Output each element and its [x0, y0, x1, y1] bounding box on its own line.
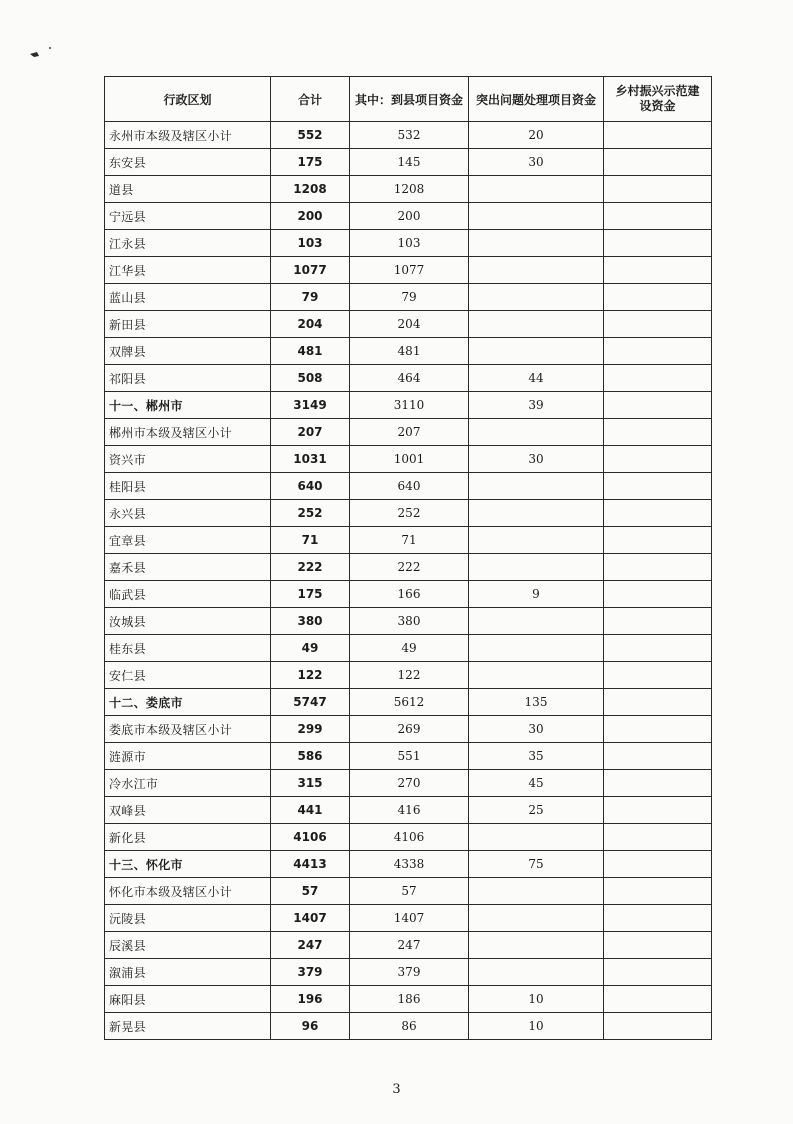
demo-funds-cell [604, 797, 712, 824]
region-cell: 十二、娄底市 [105, 689, 271, 716]
total-cell: 508 [271, 365, 350, 392]
page-number: 3 [392, 1082, 401, 1097]
region-cell: 嘉禾县 [105, 554, 271, 581]
table-row [105, 257, 712, 284]
demo-funds-cell [604, 446, 712, 473]
total-cell: 196 [271, 986, 350, 1013]
demo-funds-cell [604, 230, 712, 257]
issue-funds-cell [469, 662, 604, 689]
issue-funds-cell: 75 [469, 851, 604, 878]
demo-funds-cell [604, 986, 712, 1013]
issue-funds-cell [469, 473, 604, 500]
table-row [105, 662, 712, 689]
total-cell: 315 [271, 770, 350, 797]
county-funds-cell: 252 [350, 500, 469, 527]
city-subtotal-row [105, 392, 712, 419]
county-funds-cell: 49 [350, 635, 469, 662]
county-funds-cell: 222 [350, 554, 469, 581]
issue-funds-cell: 45 [469, 770, 604, 797]
region-cell: 沅陵县 [105, 905, 271, 932]
total-cell: 103 [271, 230, 350, 257]
region-cell: 江华县 [105, 257, 271, 284]
demo-funds-cell [604, 176, 712, 203]
header-county-funds: 其中：到县项目资金 [350, 77, 469, 122]
table-row [105, 527, 712, 554]
demo-funds-cell [604, 959, 712, 986]
scan-speck-marks [28, 44, 68, 64]
region-cell: 蓝山县 [105, 284, 271, 311]
total-cell: 71 [271, 527, 350, 554]
region-cell: 安仁县 [105, 662, 271, 689]
table-row [105, 932, 712, 959]
total-cell: 200 [271, 203, 350, 230]
county-funds-cell: 122 [350, 662, 469, 689]
demo-funds-cell [604, 554, 712, 581]
table-row [105, 770, 712, 797]
table-row [105, 905, 712, 932]
total-cell: 247 [271, 932, 350, 959]
issue-funds-cell: 10 [469, 1013, 604, 1040]
demo-funds-cell [604, 392, 712, 419]
region-cell: 十三、怀化市 [105, 851, 271, 878]
county-funds-cell: 551 [350, 743, 469, 770]
demo-funds-cell [604, 149, 712, 176]
issue-funds-cell: 44 [469, 365, 604, 392]
table-row [105, 743, 712, 770]
table-row [105, 419, 712, 446]
county-funds-cell: 1001 [350, 446, 469, 473]
region-cell: 溆浦县 [105, 959, 271, 986]
region-cell: 祁阳县 [105, 365, 271, 392]
issue-funds-cell [469, 959, 604, 986]
issue-funds-cell [469, 311, 604, 338]
region-cell: 桂阳县 [105, 473, 271, 500]
total-cell: 5747 [271, 689, 350, 716]
issue-funds-cell [469, 824, 604, 851]
region-cell: 冷水江市 [105, 770, 271, 797]
table-row [105, 554, 712, 581]
issue-funds-cell [469, 338, 604, 365]
header-demo-funds: 乡村振兴示范建设资金 [604, 77, 712, 122]
issue-funds-cell: 35 [469, 743, 604, 770]
total-cell: 57 [271, 878, 350, 905]
city-subtotal-row [105, 689, 712, 716]
region-cell: 涟源市 [105, 743, 271, 770]
total-cell: 4106 [271, 824, 350, 851]
issue-funds-cell: 10 [469, 986, 604, 1013]
region-cell: 桂东县 [105, 635, 271, 662]
region-cell: 永州市本级及辖区小计 [105, 122, 271, 149]
county-funds-cell: 416 [350, 797, 469, 824]
demo-funds-cell [604, 662, 712, 689]
issue-funds-cell: 30 [469, 446, 604, 473]
total-cell: 4413 [271, 851, 350, 878]
demo-funds-cell [604, 581, 712, 608]
issue-funds-cell: 9 [469, 581, 604, 608]
table-row [105, 365, 712, 392]
table-row [105, 716, 712, 743]
demo-funds-cell [604, 122, 712, 149]
demo-funds-cell [604, 608, 712, 635]
region-cell: 怀化市本级及辖区小计 [105, 878, 271, 905]
county-funds-cell: 481 [350, 338, 469, 365]
county-funds-cell: 247 [350, 932, 469, 959]
total-cell: 1208 [271, 176, 350, 203]
issue-funds-cell: 25 [469, 797, 604, 824]
issue-funds-cell: 30 [469, 716, 604, 743]
table-row [105, 986, 712, 1013]
demo-funds-cell [604, 851, 712, 878]
region-cell: 十一、郴州市 [105, 392, 271, 419]
total-cell: 380 [271, 608, 350, 635]
table-row [105, 311, 712, 338]
demo-funds-cell [604, 1013, 712, 1040]
issue-funds-cell: 135 [469, 689, 604, 716]
county-funds-cell: 57 [350, 878, 469, 905]
region-cell: 双峰县 [105, 797, 271, 824]
table-row [105, 473, 712, 500]
county-funds-cell: 5612 [350, 689, 469, 716]
county-funds-cell: 186 [350, 986, 469, 1013]
demo-funds-cell [604, 635, 712, 662]
issue-funds-cell [469, 635, 604, 662]
table-row [105, 203, 712, 230]
issue-funds-cell [469, 230, 604, 257]
demo-funds-cell [604, 284, 712, 311]
county-funds-cell: 532 [350, 122, 469, 149]
table-row [105, 581, 712, 608]
demo-funds-cell [604, 878, 712, 905]
county-funds-cell: 166 [350, 581, 469, 608]
issue-funds-cell [469, 500, 604, 527]
region-cell: 新化县 [105, 824, 271, 851]
county-funds-cell: 204 [350, 311, 469, 338]
total-cell: 79 [271, 284, 350, 311]
demo-funds-cell [604, 473, 712, 500]
table-row [105, 284, 712, 311]
region-cell: 郴州市本级及辖区小计 [105, 419, 271, 446]
region-cell: 江永县 [105, 230, 271, 257]
table-row [105, 797, 712, 824]
county-funds-cell: 4338 [350, 851, 469, 878]
issue-funds-cell [469, 878, 604, 905]
table-row [105, 959, 712, 986]
region-cell: 临武县 [105, 581, 271, 608]
county-funds-cell: 269 [350, 716, 469, 743]
demo-funds-cell [604, 824, 712, 851]
region-cell: 道县 [105, 176, 271, 203]
demo-funds-cell [604, 716, 712, 743]
region-cell: 新晃县 [105, 1013, 271, 1040]
region-cell: 麻阳县 [105, 986, 271, 1013]
total-cell: 640 [271, 473, 350, 500]
region-cell: 资兴市 [105, 446, 271, 473]
table-row [105, 608, 712, 635]
region-cell: 宁远县 [105, 203, 271, 230]
county-funds-cell: 1077 [350, 257, 469, 284]
demo-funds-cell [604, 338, 712, 365]
header-total: 合计 [271, 77, 350, 122]
total-cell: 175 [271, 149, 350, 176]
county-funds-cell: 86 [350, 1013, 469, 1040]
total-cell: 441 [271, 797, 350, 824]
total-cell: 586 [271, 743, 350, 770]
total-cell: 222 [271, 554, 350, 581]
issue-funds-cell [469, 176, 604, 203]
issue-funds-cell [469, 554, 604, 581]
table-body [105, 122, 712, 1040]
table-row [105, 635, 712, 662]
table-row [105, 122, 712, 149]
table-row [105, 824, 712, 851]
region-cell: 新田县 [105, 311, 271, 338]
total-cell: 481 [271, 338, 350, 365]
region-cell: 永兴县 [105, 500, 271, 527]
county-funds-cell: 379 [350, 959, 469, 986]
total-cell: 207 [271, 419, 350, 446]
total-cell: 252 [271, 500, 350, 527]
county-funds-cell: 207 [350, 419, 469, 446]
total-cell: 1077 [271, 257, 350, 284]
table-row [105, 500, 712, 527]
county-funds-cell: 1208 [350, 176, 469, 203]
issue-funds-cell: 30 [469, 149, 604, 176]
demo-funds-cell [604, 932, 712, 959]
demo-funds-cell [604, 365, 712, 392]
region-cell: 汝城县 [105, 608, 271, 635]
demo-funds-cell [604, 500, 712, 527]
demo-funds-cell [604, 419, 712, 446]
total-cell: 1031 [271, 446, 350, 473]
header-region: 行政区划 [105, 77, 271, 122]
county-funds-cell: 1407 [350, 905, 469, 932]
total-cell: 299 [271, 716, 350, 743]
total-cell: 552 [271, 122, 350, 149]
county-funds-cell: 200 [350, 203, 469, 230]
region-cell: 双牌县 [105, 338, 271, 365]
demo-funds-cell [604, 311, 712, 338]
total-cell: 175 [271, 581, 350, 608]
county-funds-cell: 464 [350, 365, 469, 392]
issue-funds-cell [469, 257, 604, 284]
county-funds-cell: 3110 [350, 392, 469, 419]
table-row [105, 446, 712, 473]
county-funds-cell: 145 [350, 149, 469, 176]
funds-allocation-table [104, 76, 712, 1040]
total-cell: 204 [271, 311, 350, 338]
issue-funds-cell: 20 [469, 122, 604, 149]
county-funds-cell: 4106 [350, 824, 469, 851]
issue-funds-cell [469, 608, 604, 635]
county-funds-cell: 71 [350, 527, 469, 554]
demo-funds-cell [604, 905, 712, 932]
city-subtotal-row [105, 851, 712, 878]
total-cell: 379 [271, 959, 350, 986]
total-cell: 49 [271, 635, 350, 662]
county-funds-cell: 103 [350, 230, 469, 257]
table-row [105, 149, 712, 176]
region-cell: 辰溪县 [105, 932, 271, 959]
county-funds-cell: 270 [350, 770, 469, 797]
total-cell: 3149 [271, 392, 350, 419]
county-funds-cell: 640 [350, 473, 469, 500]
county-funds-cell: 380 [350, 608, 469, 635]
table-row [105, 338, 712, 365]
header-issue-funds: 突出问题处理项目资金 [469, 77, 604, 122]
issue-funds-cell [469, 905, 604, 932]
demo-funds-cell [604, 257, 712, 284]
issue-funds-cell [469, 284, 604, 311]
table-row [105, 1013, 712, 1040]
issue-funds-cell [469, 932, 604, 959]
total-cell: 122 [271, 662, 350, 689]
demo-funds-cell [604, 770, 712, 797]
total-cell: 1407 [271, 905, 350, 932]
table-row [105, 878, 712, 905]
demo-funds-cell [604, 527, 712, 554]
issue-funds-cell [469, 203, 604, 230]
demo-funds-cell [604, 203, 712, 230]
demo-funds-cell [604, 689, 712, 716]
demo-funds-cell [604, 743, 712, 770]
total-cell: 96 [271, 1013, 350, 1040]
table-row [105, 230, 712, 257]
table-row [105, 176, 712, 203]
issue-funds-cell [469, 527, 604, 554]
region-cell: 东安县 [105, 149, 271, 176]
region-cell: 娄底市本级及辖区小计 [105, 716, 271, 743]
table-header [105, 77, 712, 122]
region-cell: 宜章县 [105, 527, 271, 554]
county-funds-cell: 79 [350, 284, 469, 311]
header-row [105, 77, 712, 122]
issue-funds-cell: 39 [469, 392, 604, 419]
issue-funds-cell [469, 419, 604, 446]
